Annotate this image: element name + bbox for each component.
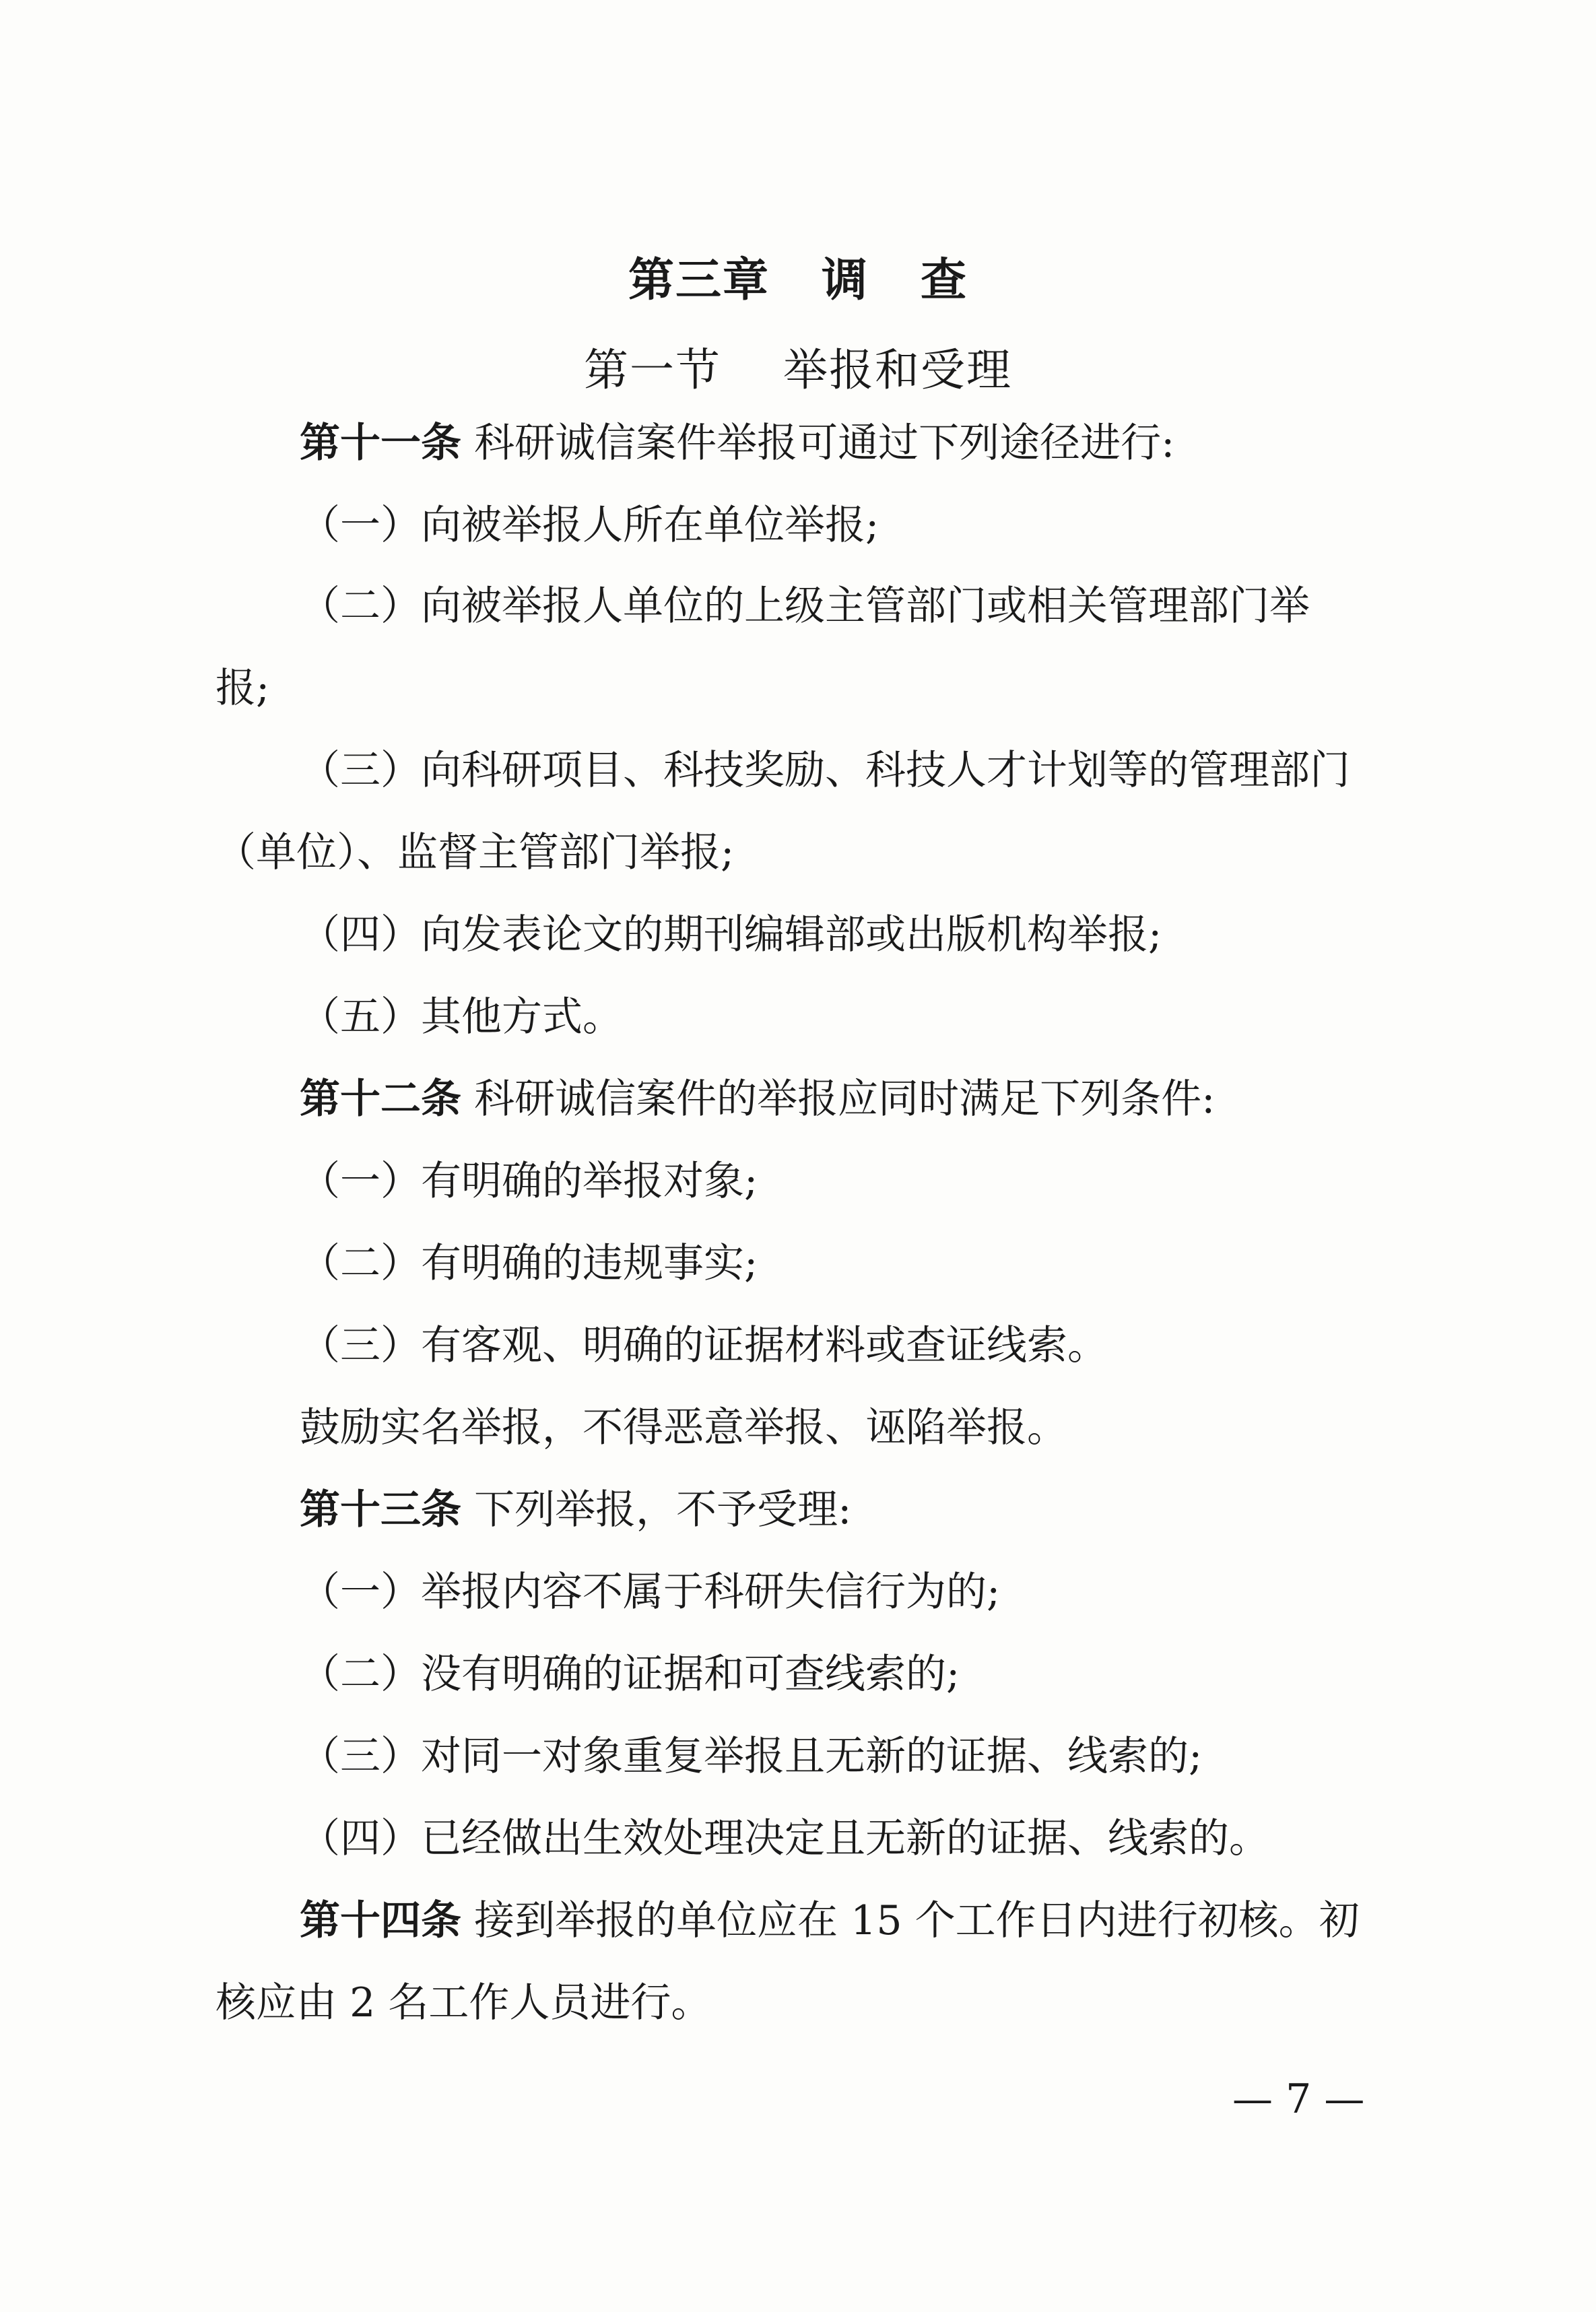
article-11-text: 科研诚信案件举报可通过下列途径进行:	[461, 420, 1175, 467]
article-11-item-2-cont: 报;	[215, 665, 270, 712]
page-number: — 7 —	[1232, 2076, 1365, 2123]
article-11-item-3-cont: （单位）、监督主管部门举报;	[215, 829, 735, 876]
article-14-line	[300, 1894, 1360, 1948]
article-11-title: 第十一条	[300, 420, 461, 467]
article-13-item-2: （二）没有明确的证据和可查线索的;	[300, 1651, 960, 1698]
article-11-item-3: （三）向科研项目、科技奖励、科技人才计划等的管理部门	[300, 747, 1350, 794]
article-13-title: 第十三条	[300, 1486, 461, 1533]
article-13-item-3: （三）对同一对象重复举报且无新的证据、线索的;	[300, 1733, 1203, 1780]
article-14-title: 第十四条	[300, 1897, 461, 1944]
article-11-line	[300, 416, 1174, 470]
article-13-item-4: （四）已经做出生效处理决定且无新的证据、线索的。	[300, 1815, 1269, 1862]
article-12-title: 第十二条	[300, 1076, 461, 1123]
article-12-note: 鼓励实名举报，不得恶意举报、诬陷举报。	[300, 1404, 1067, 1451]
article-13-line	[300, 1483, 851, 1537]
article-11-item-2: （二）向被举报人单位的上级主管部门或相关管理部门举	[300, 583, 1310, 630]
article-14-text: 接到举报的单位应在 15 个工作日内进行初核。初	[461, 1897, 1360, 1944]
article-13-text: 下列举报，不予受理:	[461, 1486, 852, 1533]
article-12-item-2: （二）有明确的违规事实;	[300, 1240, 758, 1287]
article-11-item-1: （一）向被举报人所在单位举报;	[300, 502, 879, 549]
chapter-title: 第三章 调 查	[628, 253, 968, 307]
article-12-text: 科研诚信案件的举报应同时满足下列条件:	[461, 1076, 1216, 1123]
article-11-item-4: （四）向发表论文的期刊编辑部或出版机构举报;	[300, 911, 1162, 958]
article-13-item-1: （一）举报内容不属于科研失信行为的;	[300, 1568, 1001, 1616]
article-11-item-5: （五）其他方式。	[300, 993, 623, 1041]
article-14-cont: 核应由 2 名工作人员进行。	[215, 1979, 712, 2026]
article-12-item-3: （三）有客观、明确的证据材料或查证线索。	[300, 1322, 1108, 1369]
section-title: 第一节 举报和受理	[584, 344, 1012, 396]
article-12-line	[300, 1072, 1215, 1126]
article-12-item-1: （一）有明确的举报对象;	[300, 1158, 758, 1205]
